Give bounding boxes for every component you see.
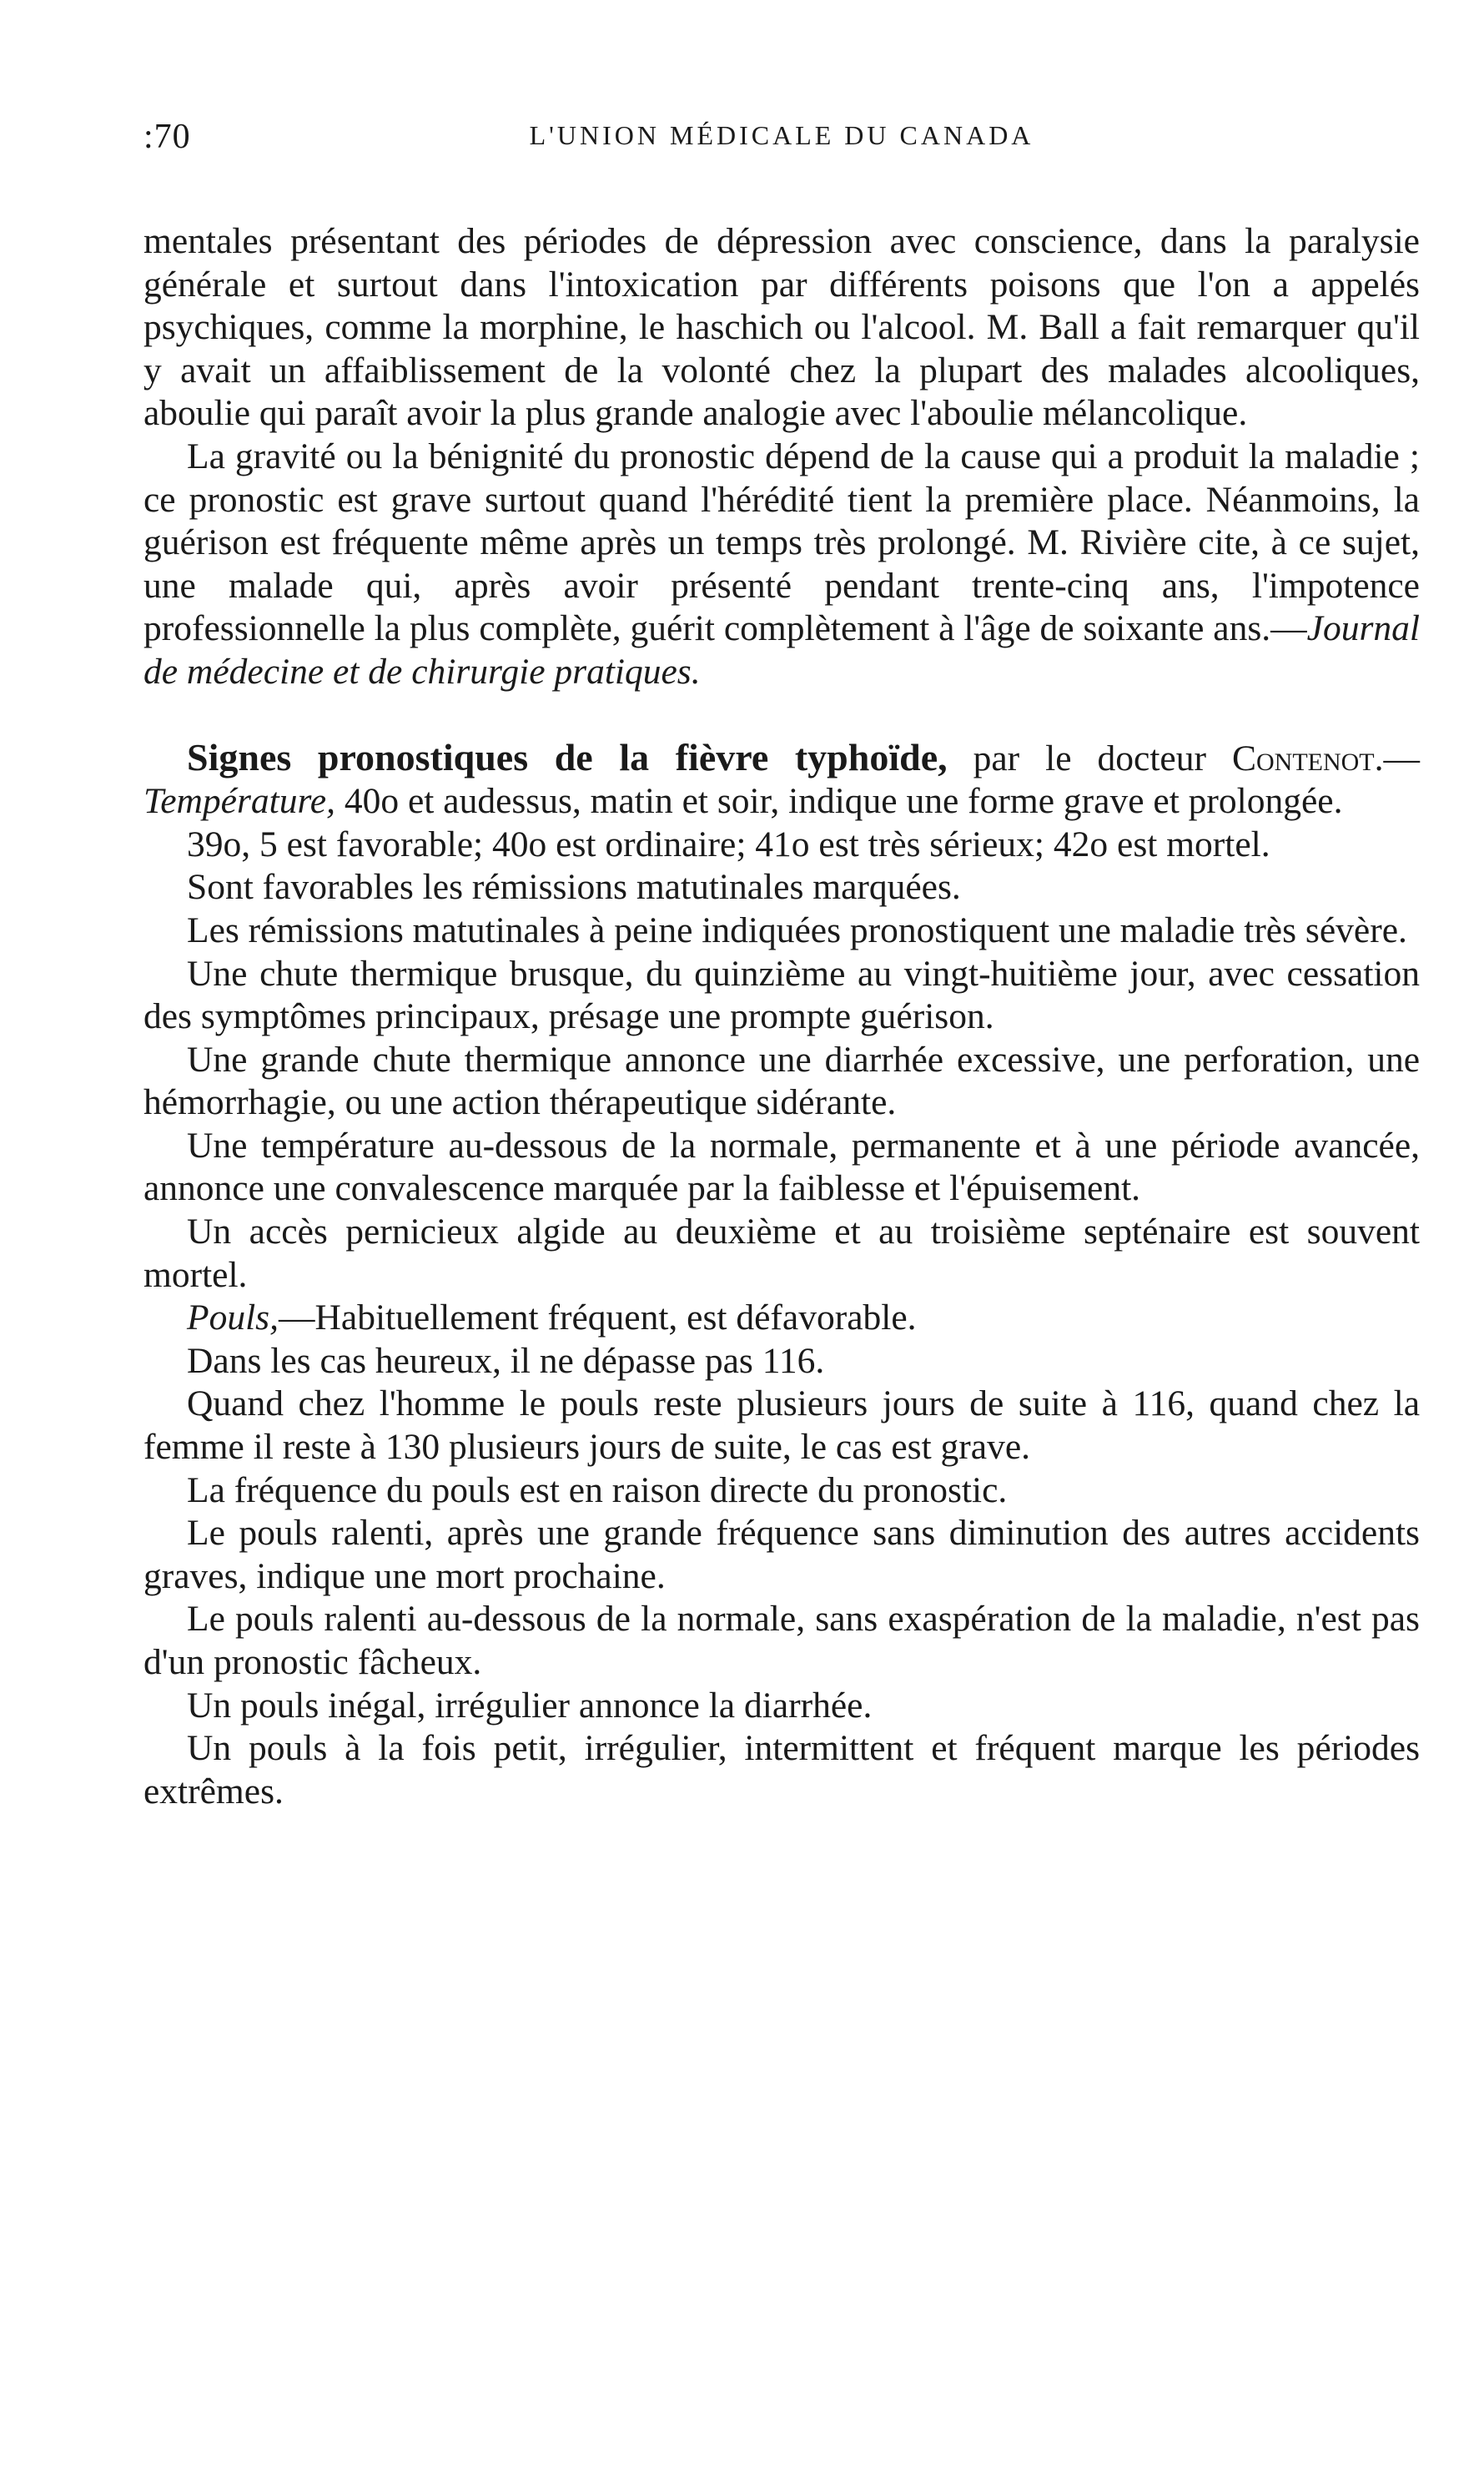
- paragraph: Une grande chute thermique annonce une diarrhée excessive, une perforation, une hémorrhagie, ou une action thérapeutique sidérante.: [143, 1039, 1420, 1123]
- temperature-label: Température,: [143, 781, 335, 822]
- paragraph: Dans les cas heureux, il ne dépasse pas 116.: [187, 1340, 825, 1381]
- paragraph: Une chute thermique brusque, du quinzième au vingt-huitième jour, avec cessation des symptômes principaux, présage une prompte guérison.: [143, 953, 1420, 1037]
- paragraph: Le pouls ralenti, après une grande fréquence sans diminution des autres accidents graves, indique une mort prochaine.: [143, 1513, 1420, 1596]
- author-suffix: .—: [1374, 738, 1420, 778]
- paragraph: Une température au-dessous de la normale, permanente et à une période avancée, annonce une convalescence marquée par la faiblesse et l'épuisement.: [143, 1125, 1420, 1209]
- paragraph-text: 40o et audessus, matin et soir, indique une forme grave et prolongée.: [335, 781, 1343, 822]
- paragraph: mentales présentant des périodes de dépression avec conscience, dans la paralysie générale et surtout dans l'intoxication par différents poisons que l'on a appelés psychiques, comme la morphine, le haschich ou l'alcool. M. Ball a fait remarquer qu'il y avait un affaiblissement de la volonté chez la plupart des malades alcooliques, aboulie qui paraît avoir la plus grande analogie avec l'aboulie mélancolique.: [143, 221, 1420, 434]
- section-break: [143, 694, 1420, 736]
- paragraph: [143, 1297, 1420, 1340]
- journal-citation: Journal de médecine et de chirurgie pratiques.: [143, 608, 1420, 692]
- paragraph: Le pouls ralenti au-dessous de la normale, sans exaspération de la maladie, n'est pas d'un pronostic fâcheux.: [143, 1599, 1420, 1682]
- paragraph: La fréquence du pouls est en raison directe du pronostic.: [187, 1469, 1008, 1510]
- page: [143, 117, 1420, 1813]
- pulse-label: Pouls,: [187, 1297, 279, 1338]
- paragraph-text: La gravité ou la bénignité du pronostic dépend de la cause qui a produit la maladie ; ce pronostic est grave surtout quand l'hérédité tient la première place. Néanmoins, la guérison est fréquente même après un temps très prolongé. M. Rivière cite, à ce sujet, une malade qui, après avoir présenté pendant trente-cinq ans, l'impotence professionnelle la plus complète, guérit complètement à l'âge de soixante ans.—: [143, 436, 1420, 649]
- paragraph: Quand chez l'homme le pouls reste plusieurs jours de suite à 116, quand chez la femme il reste à 130 plusieurs jours de suite, le cas est grave.: [143, 1383, 1420, 1468]
- paragraph: Un pouls inégal, irrégulier annonce la diarrhée.: [187, 1685, 873, 1726]
- paragraph: Un pouls à la fois petit, irrégulier, intermittent et fréquent marque les périodes extrêmes.: [143, 1728, 1420, 1811]
- author-name: Contenot: [1231, 738, 1375, 778]
- page-number: :70: [143, 118, 191, 156]
- section-heading-paragraph: [143, 736, 1420, 824]
- journal-title: L'UNION MÉDICALE DU CANADA: [529, 120, 1034, 150]
- paragraph: Les rémissions matutinales à peine indiquées pronostiquent une maladie très sévère.: [187, 909, 1407, 950]
- byline-prefix: par le docteur: [947, 738, 1232, 778]
- body-text: [143, 220, 1420, 1813]
- section-title: Signes pronostiques de la fièvre typhoïde,: [187, 735, 948, 778]
- paragraph: [143, 436, 1420, 694]
- paragraph: 39o, 5 est favorable; 40o est ordinaire; 41o est très sérieux; 42o est mortel.: [187, 824, 1270, 864]
- paragraph: Un accès pernicieux algide au deuxième et au troisième septénaire est souvent mortel.: [143, 1212, 1420, 1295]
- paragraph-text: —Habituellement fréquent, est défavorable.: [278, 1297, 917, 1338]
- paragraph: Sont favorables les rémissions matutinales marquées.: [187, 867, 961, 908]
- running-head: [143, 117, 1420, 184]
